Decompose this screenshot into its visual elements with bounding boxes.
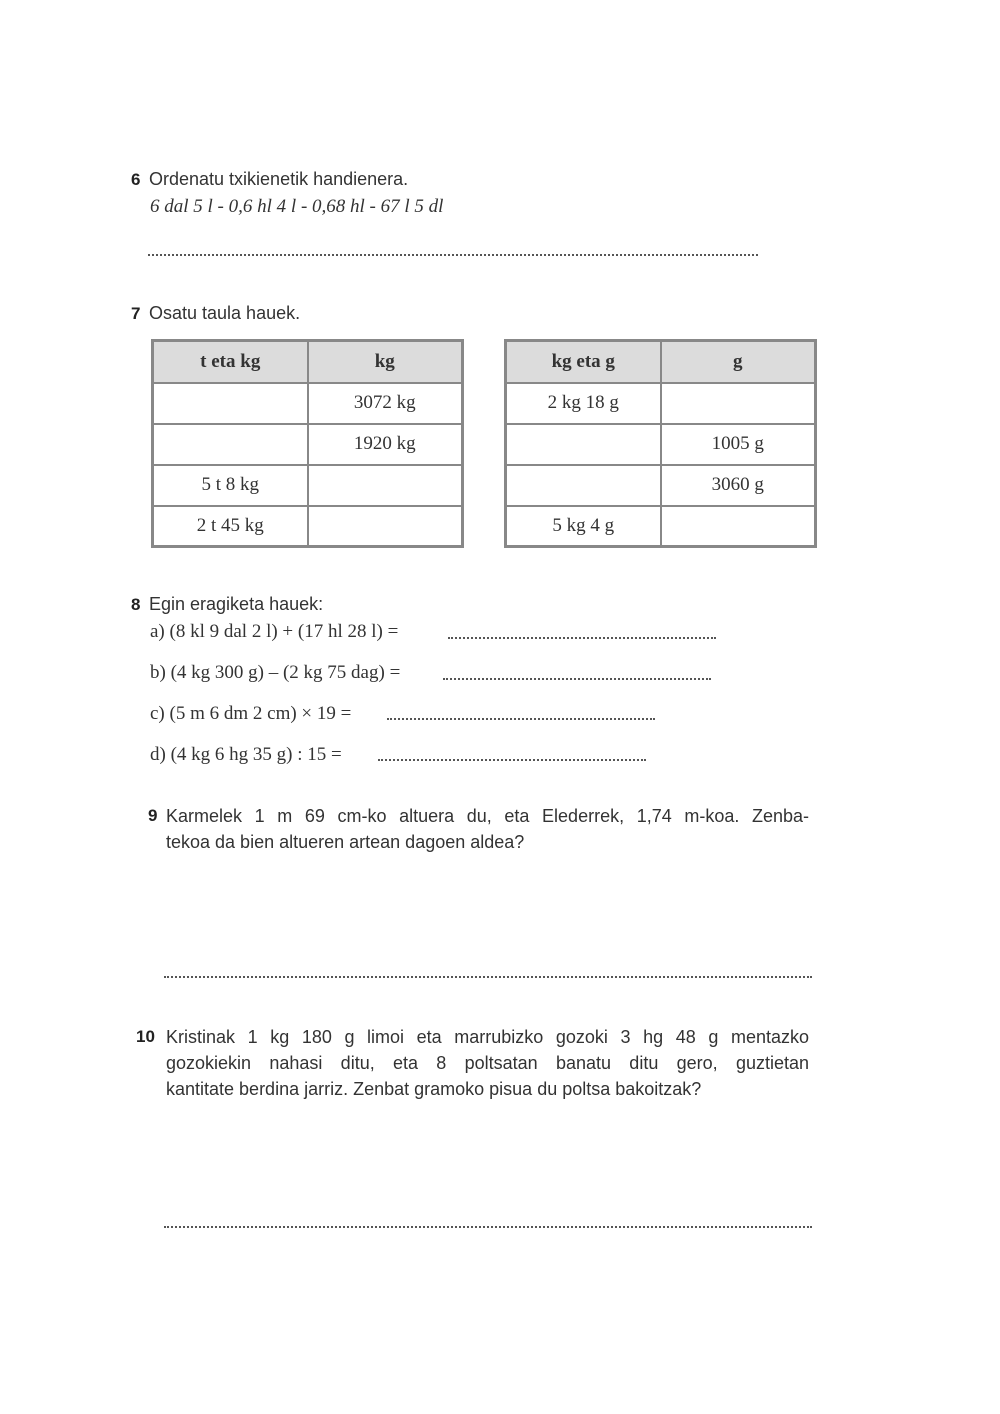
table1-header: t eta kg xyxy=(153,341,308,383)
q9-line: Karmelek 1 m 69 cm-ko altuera du, eta Elederrek, 1,74 m-koa. Zenba- xyxy=(166,806,809,826)
q6-answer-line[interactable] xyxy=(148,254,758,256)
q8-item-c: c) (5 m 6 dm 2 cm) × 19 = xyxy=(150,703,352,724)
q9-line: tekoa da bien altueren artean dagoen aldea? xyxy=(166,832,525,852)
q8-answer-line-c[interactable] xyxy=(387,718,655,720)
q7-number: 7 xyxy=(131,304,141,323)
table2-header: kg eta g xyxy=(506,341,661,383)
q8-item-a: a) (8 kl 9 dal 2 l) + (17 hl 28 l) = xyxy=(150,621,399,642)
table2-header: g xyxy=(661,341,816,383)
table1-cell[interactable] xyxy=(308,465,463,506)
q10-text xyxy=(166,1024,809,1102)
q6-number: 6 xyxy=(131,170,141,189)
q8-item-b: b) (4 kg 300 g) – (2 kg 75 dag) = xyxy=(150,662,401,683)
q6-sequence: 6 dal 5 l - 0,6 hl 4 l - 0,68 hl - 67 l 5 dl xyxy=(150,196,444,217)
table-kg-g xyxy=(504,339,817,548)
q9-number: 9 xyxy=(148,806,158,825)
q6-prompt: Ordenatu txikienetik handienera. xyxy=(149,169,409,189)
table2-cell[interactable] xyxy=(506,424,661,465)
q10-answer-line[interactable] xyxy=(164,1226,812,1228)
q8-number: 8 xyxy=(131,595,141,614)
table2-cell[interactable] xyxy=(661,383,816,424)
q8-answer-line-b[interactable] xyxy=(443,678,711,680)
table2-cell[interactable] xyxy=(506,465,661,506)
table1-cell[interactable] xyxy=(308,506,463,547)
q8-item-d: d) (4 kg 6 hg 35 g) : 15 = xyxy=(150,744,342,765)
table1-cell: 2 t 45 kg xyxy=(153,506,308,547)
table2-cell: 3060 g xyxy=(661,465,816,506)
q10-line: gozokiekin nahasi ditu, eta 8 poltsatan banatu ditu gero, guztietan xyxy=(166,1053,809,1073)
q8-answer-line-a[interactable] xyxy=(448,637,716,639)
q7-prompt: Osatu taula hauek. xyxy=(149,303,301,323)
q8-prompt: Egin eragiketa hauek: xyxy=(149,594,324,614)
q10-line: kantitate berdina jarriz. Zenbat gramoko pisua du poltsa bakoitzak? xyxy=(166,1079,702,1099)
table2-cell[interactable] xyxy=(661,506,816,547)
table-tonnes-kg xyxy=(151,339,464,548)
table1-cell: 5 t 8 kg xyxy=(153,465,308,506)
q10-number: 10 xyxy=(136,1027,155,1046)
table2-cell: 5 kg 4 g xyxy=(506,506,661,547)
q9-text xyxy=(166,803,809,855)
table1-cell[interactable] xyxy=(153,383,308,424)
table1-header: kg xyxy=(308,341,463,383)
table1-cell: 1920 kg xyxy=(308,424,463,465)
table2-cell: 1005 g xyxy=(661,424,816,465)
q9-answer-line[interactable] xyxy=(164,976,812,978)
q10-line: Kristinak 1 kg 180 g limoi eta marrubizko gozoki 3 hg 48 g mentazko xyxy=(166,1027,809,1047)
q8-answer-line-d[interactable] xyxy=(378,759,646,761)
table1-cell[interactable] xyxy=(153,424,308,465)
table1-cell: 3072 kg xyxy=(308,383,463,424)
table2-cell: 2 kg 18 g xyxy=(506,383,661,424)
